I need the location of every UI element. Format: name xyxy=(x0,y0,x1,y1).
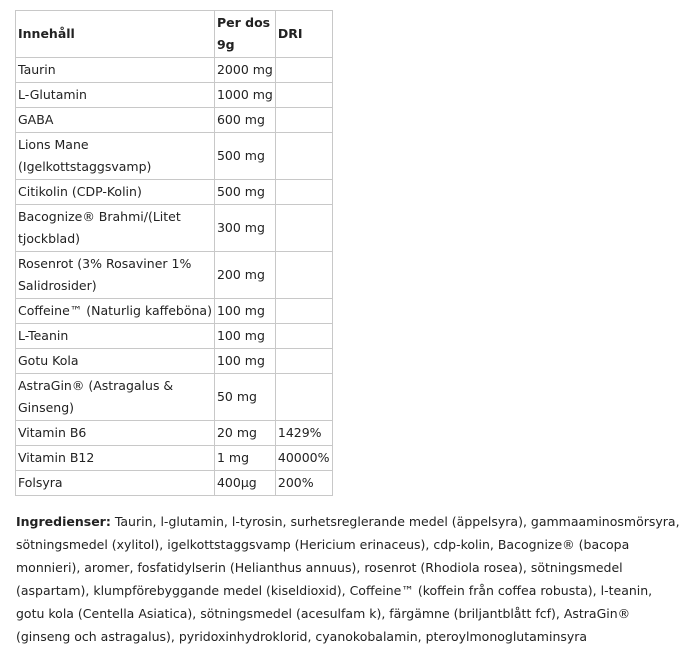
ingredient-dose: 100 mg xyxy=(214,299,275,324)
ingredient-dose: 2000 mg xyxy=(214,58,275,83)
ingredient-dose: 20 mg xyxy=(214,421,275,446)
ingredient-dose: 400µg xyxy=(214,471,275,496)
ingredients-paragraph xyxy=(16,510,681,648)
ingredient-dri xyxy=(275,108,332,133)
ingredient-dose: 1000 mg xyxy=(214,83,275,108)
ingredient-dose: 500 mg xyxy=(214,180,275,205)
ingredient-name: Rosenrot (3% Rosaviner 1% Salidrosider) xyxy=(16,252,215,299)
ingredients-text: Taurin, l-glutamin, l-tyrosin, surhetsreglerande medel (äppelsyra), gammaaminosmörsyra, sötningsmedel (xylitol), igelkottstaggsvamp (Hericium erinaceus), cdp-kolin, Bacognize® (bacopa monnieri), aromer, fosfatidylserin (Helianthus annuus), rosenrot (Rhodiola rosea), sötningsmedel (aspartam), klumpförebyggande medel (kiseldioxid), Coffeine™ (koffein från coffea robusta), l-teanin, gotu kola (Centella Asiatica), sötningsmedel (acesulfam k), färgämne (briljantblått fcf), AstraGin® (ginseng och astragalus), pyridoxinhydroklorid, cyanokobalamin, pteroylmonoglutaminsyra xyxy=(16,514,680,644)
ingredient-dri xyxy=(275,205,332,252)
table-row xyxy=(16,180,333,205)
ingredient-name: Bacognize® Brahmi/(Litet tjockblad) xyxy=(16,205,215,252)
table-row xyxy=(16,324,333,349)
ingredient-name: L-Teanin xyxy=(16,324,215,349)
ingredient-name: Citikolin (CDP-Kolin) xyxy=(16,180,215,205)
ingredient-dri: 200% xyxy=(275,471,332,496)
table-row xyxy=(16,58,333,83)
ingredient-name: Folsyra xyxy=(16,471,215,496)
ingredient-name: L-Glutamin xyxy=(16,83,215,108)
header-dri: DRI xyxy=(275,11,332,58)
ingredient-dri xyxy=(275,180,332,205)
ingredient-name: Vitamin B12 xyxy=(16,446,215,471)
ingredient-dri xyxy=(275,324,332,349)
ingredient-dose: 100 mg xyxy=(214,324,275,349)
ingredient-name: Coffeine™ (Naturlig kaffeböna) xyxy=(16,299,215,324)
ingredient-dose: 600 mg xyxy=(214,108,275,133)
ingredient-dri xyxy=(275,133,332,180)
header-content: Innehåll xyxy=(16,11,215,58)
ingredient-name: AstraGin® (Astragalus & Ginseng) xyxy=(16,374,215,421)
ingredient-dri xyxy=(275,299,332,324)
ingredient-dri: 1429% xyxy=(275,421,332,446)
ingredient-dose: 50 mg xyxy=(214,374,275,421)
table-row xyxy=(16,421,333,446)
header-dose: Per dos 9g xyxy=(214,11,275,58)
ingredient-dose: 100 mg xyxy=(214,349,275,374)
table-row xyxy=(16,349,333,374)
ingredient-dose: 200 mg xyxy=(214,252,275,299)
table-row xyxy=(16,205,333,252)
ingredient-dose: 500 mg xyxy=(214,133,275,180)
table-row xyxy=(16,446,333,471)
ingredient-name: Vitamin B6 xyxy=(16,421,215,446)
ingredient-dri xyxy=(275,252,332,299)
ingredient-dose: 300 mg xyxy=(214,205,275,252)
ingredient-name: Lions Mane (Igelkottstaggsvamp) xyxy=(16,133,215,180)
ingredient-dri: 40000% xyxy=(275,446,332,471)
ingredient-dose: 1 mg xyxy=(214,446,275,471)
ingredient-dri xyxy=(275,83,332,108)
table-row xyxy=(16,133,333,180)
ingredient-name: Gotu Kola xyxy=(16,349,215,374)
ingredient-name: GABA xyxy=(16,108,215,133)
ingredient-dri xyxy=(275,374,332,421)
table-row xyxy=(16,108,333,133)
table-row xyxy=(16,83,333,108)
ingredients-label: Ingredienser: xyxy=(16,514,111,529)
table-row xyxy=(16,299,333,324)
table-row xyxy=(16,252,333,299)
nutrition-table xyxy=(15,10,333,496)
ingredient-dri xyxy=(275,58,332,83)
table-header-row xyxy=(16,11,333,58)
table-row xyxy=(16,471,333,496)
table-row xyxy=(16,374,333,421)
ingredient-name: Taurin xyxy=(16,58,215,83)
ingredient-dri xyxy=(275,349,332,374)
